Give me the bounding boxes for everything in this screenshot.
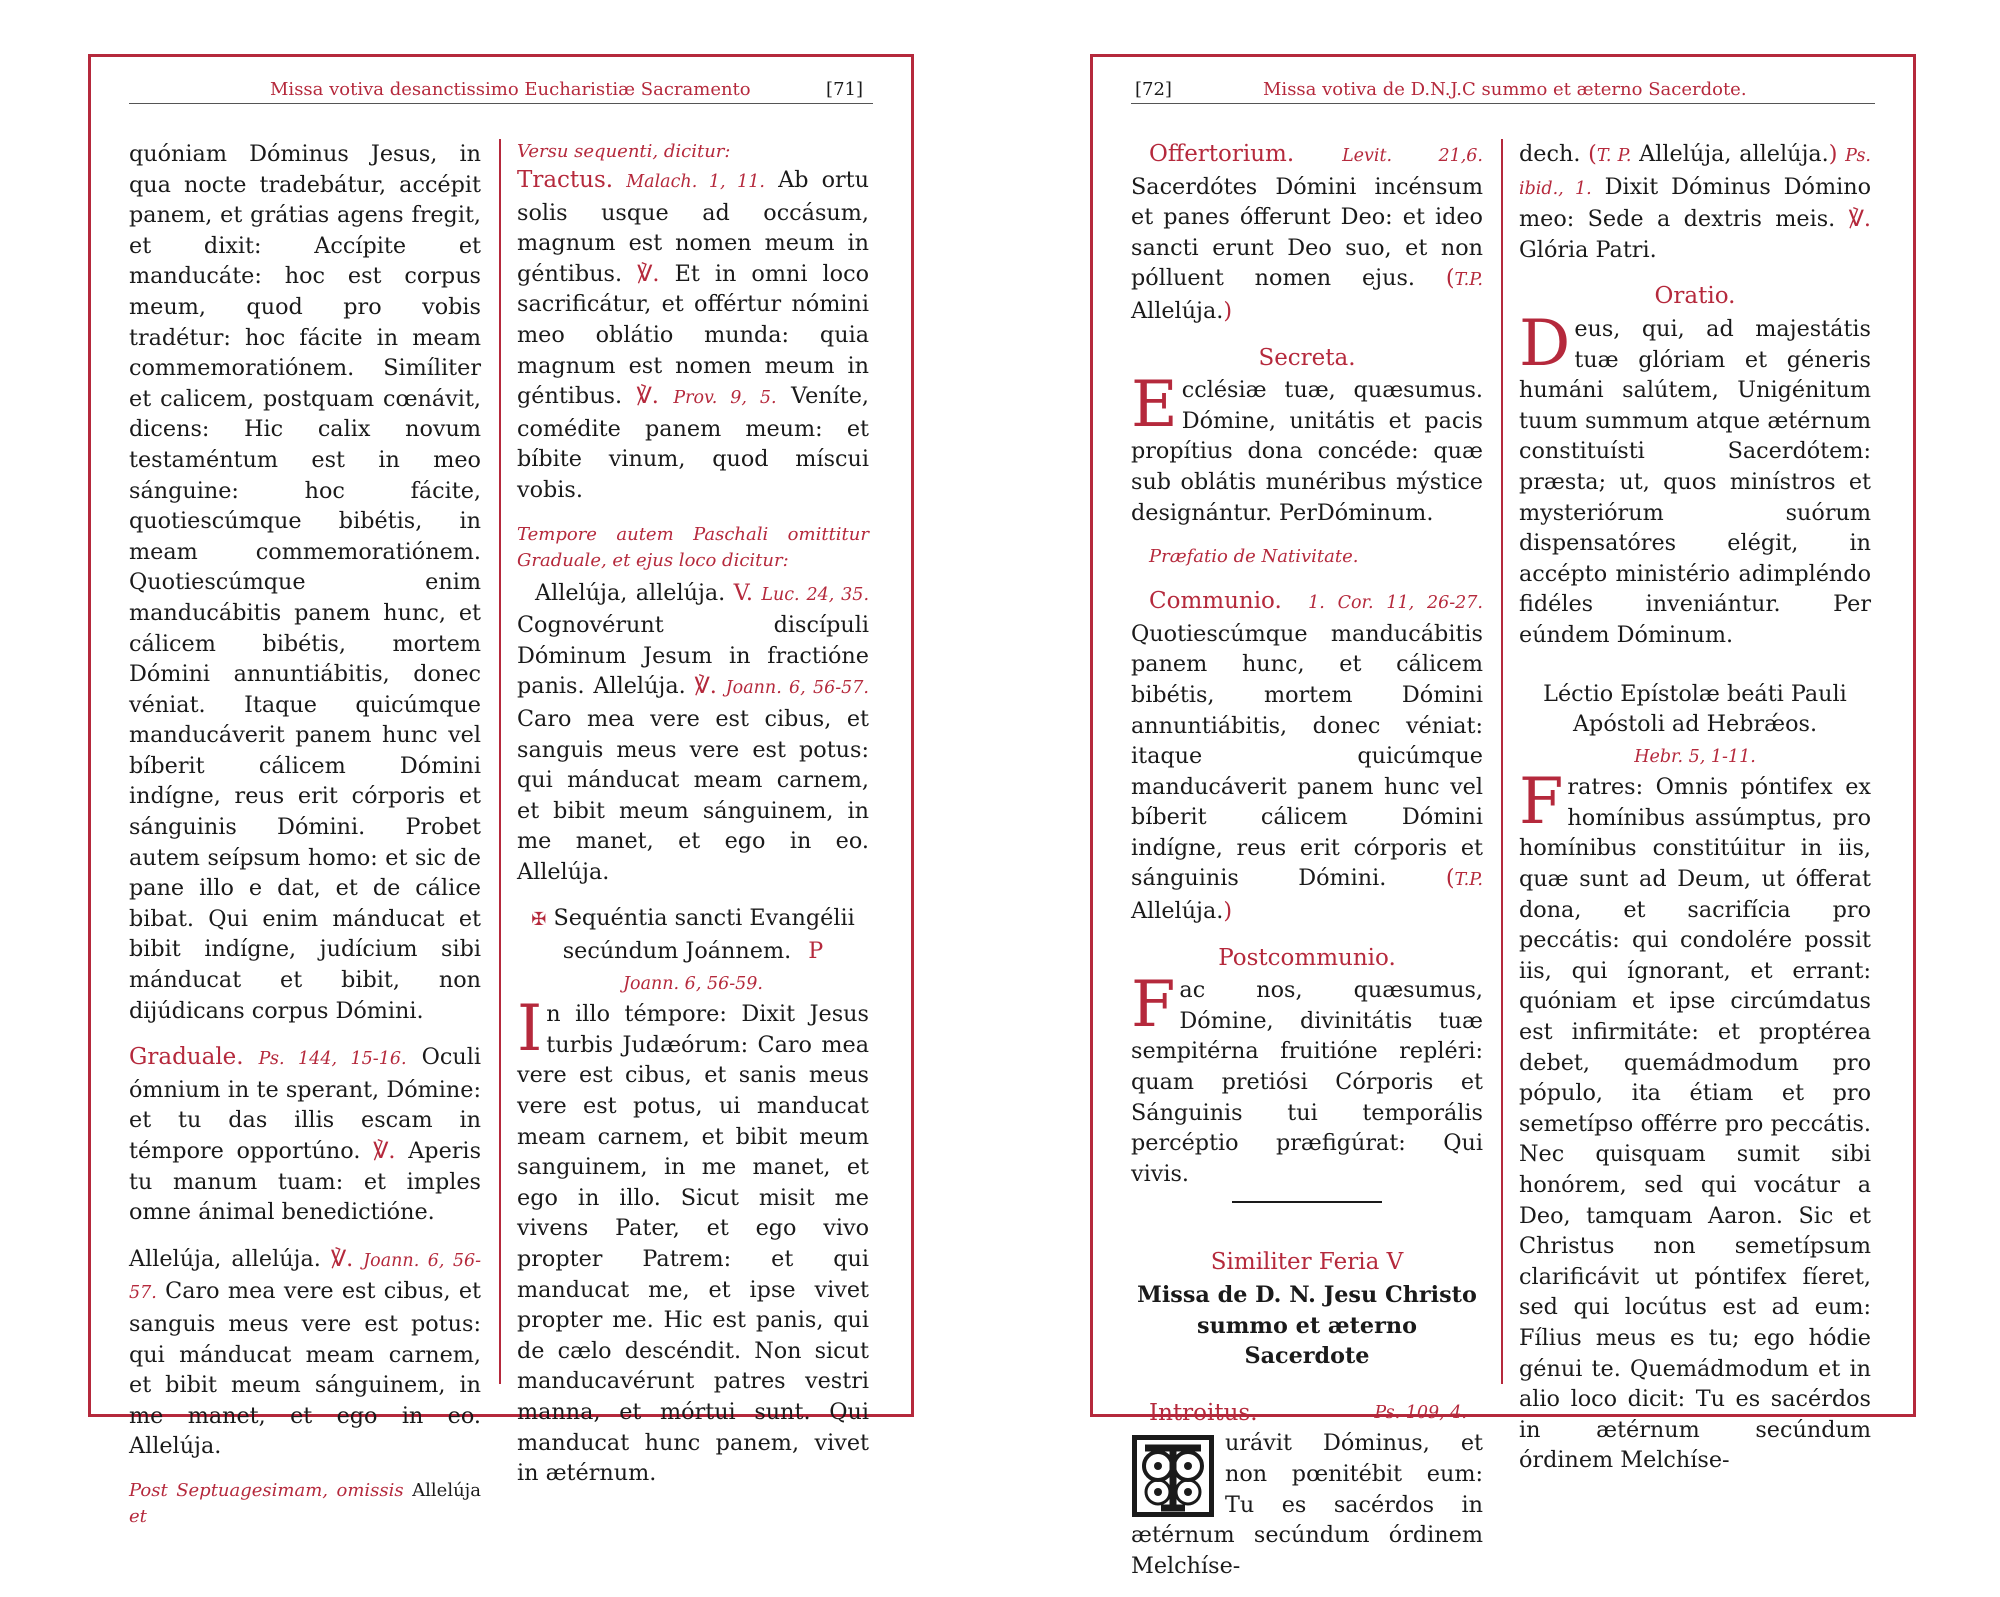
similiter-heading: Similiter Feria V bbox=[1210, 1249, 1404, 1276]
versicle-symbol: ℣. bbox=[1848, 206, 1871, 233]
epistle-continuation: quóniam Dóminus Jesus, in qua nocte tradebátur, accépit panem, et grátias agens fregit, et dixit: Accípite et manducáte: hoc est corpus meum, quod pro vobis tradétur: hoc fácite in meam commemoratiónem. Simíliter et calicem, postquam cœnávit, dicens: Hic calix novum testaméntum est in meo sánguine: hoc fácite, quotiescúmque bibétis, in meam commemoratiónem. Quotiescúmque enim manducábitis panem hunc, et cálicem bibétis, mortem Dómini annuntiábitis, donec véniat. Itaque quicúmque manducáverit panem hunc vel bíberit cálicem Dómini indígne, reus erit córporis et sánguinis Dómini. Probet autem seípsum homo: et sic de pane illo e dat, et de cálice bibat. Qui enim mánducat et bibit indígne, judícium sibi mánducat et bibit, non dijúdicans corpus Dómini. bbox=[129, 141, 481, 1024]
oratio-text bbox=[1519, 306, 1871, 651]
alleluia-ref: Joann. 6, 56-57. bbox=[129, 1250, 482, 1304]
introitus-label: Introitus. bbox=[1149, 1399, 1258, 1426]
tractus-label: Tractus. bbox=[517, 167, 614, 193]
gospel-p: P bbox=[808, 938, 824, 965]
pasch-text-2: Cognovérunt discípuli Dóminum Jesum in fractióne panis. Allelúja. bbox=[517, 612, 869, 700]
pasch-text: Allelúja, allelúja. bbox=[535, 579, 726, 606]
graduale-ref: Ps. 144, 15-16. bbox=[258, 1049, 407, 1070]
postcommunio-text bbox=[1131, 968, 1483, 1189]
versicle-symbol: ℣. bbox=[637, 260, 660, 287]
running-header bbox=[129, 69, 873, 104]
p1-gloria: Glória Patri. bbox=[1519, 236, 1657, 263]
postcommunio-body: ac nos, quæsumus, Dómine, divinitátis tuæ sempitérna fruitióne repléri: quam pretiósi Córporis et Sánguinis tui temporális percéptio præfigúrat: Qui vivis. bbox=[1131, 977, 1483, 1187]
page-number: [71] bbox=[826, 79, 863, 100]
post-rubric-word: Allelúja bbox=[412, 1479, 481, 1501]
drop-cap: D bbox=[1519, 306, 1571, 381]
ornate-initial-icon bbox=[1131, 1434, 1215, 1518]
right-column-2 bbox=[1519, 139, 1871, 1492]
left-column-1 bbox=[129, 139, 481, 1546]
column-divider bbox=[1501, 139, 1503, 1384]
paren-close: ) bbox=[1223, 297, 1233, 324]
drop-cap: E bbox=[1131, 368, 1178, 443]
post-rubric-end: et bbox=[129, 1505, 147, 1527]
tp-word: Allelúja. bbox=[1131, 898, 1224, 925]
tp-label: T.P. bbox=[1454, 870, 1483, 891]
tractus bbox=[517, 165, 869, 506]
pasch-rubric: Tempore autem Paschali omittitur Graduale, et ejus loco dicitur: bbox=[517, 523, 869, 571]
praefatio: Præfatio de Nativitate. bbox=[1149, 546, 1359, 568]
lectio-body: ratres: Omnis póntifex ex homínibus assúmptus, pro homínibus constitúitur in iis, quæ sunt ad Deum, ut ófferat dona, et sacrifícia pro peccátis: qui condolére possit iis, qui ígnorant, et errant: quóniam et ipse circúmdatus est infirmitáte: et proptérea debet, quemádmodum pro pópulo, ita étiam et pro semetípso offérre pro peccátis. Nec quisquam sumit sibi honórem, sed qui vocátur a Deo, tamquam Aaron. Sic et Christus non semetípsum clarificávit ut póntifex fíeret, sed qui locútus est ad eum: Fílius meus es tu; ego hódie génui te. Quemádmodum et in alio loco dicit: Tu es sacérdos in ætérnum secúndum órdinem Melchíse- bbox=[1519, 774, 1871, 1474]
paren-close: ) bbox=[1223, 898, 1233, 925]
graduale-text: Oculi ómnium in te sperant, Dómine: et tu das illis escam in témpore opportúno. bbox=[129, 1044, 482, 1164]
alleluia-text: Allelúja, allelúja. bbox=[129, 1245, 321, 1272]
right-page bbox=[1090, 54, 1916, 1579]
offertorium-label: Offertorium. bbox=[1149, 141, 1295, 167]
pasch-text-3: Caro mea vere est cibus, et sanguis meus vere est potus: qui mánducat meam carnem, et bibit meum sánguinem, in me manet, et ego in eo. Allelúja. bbox=[517, 705, 869, 885]
post-septuagesimam-rubric bbox=[129, 1478, 481, 1530]
graduale-label: Graduale. bbox=[129, 1044, 244, 1071]
post-rubric: Post Septuagesimam, omissis bbox=[129, 1479, 404, 1501]
introitus-ref: Ps. 109, 4. bbox=[1374, 1402, 1467, 1423]
gospel-text bbox=[517, 992, 869, 1489]
versicle-symbol: ℣. bbox=[330, 1245, 354, 1272]
introitus-text bbox=[1131, 1428, 1483, 1581]
left-page bbox=[88, 54, 914, 1527]
drop-cap: F bbox=[1131, 968, 1176, 1043]
pasch-alleluia bbox=[517, 578, 869, 888]
secreta-heading: Secreta. bbox=[1258, 344, 1356, 371]
versu-rubric: Versu sequenti, dicitur: bbox=[517, 141, 731, 162]
alleluia-text-2: Caro mea vere est cibus, et sanguis meus vere est potus: qui mánducat meam carnem, et bibit meum sánguinem, in me manet, et ego in eo. Allelúja. bbox=[129, 1278, 482, 1460]
lectio-heading: Léctio Epístolæ beáti Pauli Apóstoli ad Hebrǽos. bbox=[1543, 680, 1847, 738]
right-column-1 bbox=[1131, 139, 1483, 1597]
page-number: [72] bbox=[1135, 79, 1172, 100]
column-divider bbox=[499, 139, 501, 1384]
graduale-text-2: Aperis tu manum tuam: et imples omne ánimal benedictióne. bbox=[129, 1138, 482, 1226]
introitus-continuation bbox=[1519, 139, 1871, 265]
postcommunio-heading: Postcommunio. bbox=[1218, 944, 1396, 971]
lectio-text bbox=[1519, 765, 1871, 1476]
oratio-heading: Oratio. bbox=[1654, 283, 1736, 310]
offertorium-ref: Levit. 21,6. bbox=[1342, 146, 1483, 166]
p1-alleluia: Allelúja, allelúja. bbox=[1639, 141, 1829, 167]
secreta-text bbox=[1131, 368, 1483, 528]
header-title: Missa votiva desanctissimo Eucharistiæ Sacramento bbox=[270, 79, 751, 100]
versicle-symbol: ℣. bbox=[373, 1138, 396, 1164]
pasch-ref-2: Joann. 6, 56-57. bbox=[725, 678, 869, 699]
introitus-body: urávit Dóminus, et non pœnitébit eum: Tu es sacérdos in ætérnum secúndum órdinem Melchíse- bbox=[1131, 1430, 1483, 1579]
gospel-heading-text: Sequéntia sancti Evangélii secúndum Joánnem. bbox=[553, 905, 855, 965]
tractus-text: Ab ortu solis usque ad occásum, magnum est nomen meum in géntibus. bbox=[517, 167, 869, 287]
gospel-body: n illo témpore: Dixit Jesus turbis Judæórum: Caro mea vere est cibus, et sanis meus vere est potus, ui manducat meam carnem, et bibit meum sanguinem, in me manet, et ego in illo. Sicut misit me vivens Pater, et ego vivo propter Patrem: et qui manducat me, et ipse vivet propter me. Hic est panis, qui de cælo descéndit. Non sicut manducavérunt patres vestri manna, et mórtui sunt. Qui manducat hunc panem, vivet in ætérnum. bbox=[517, 1001, 869, 1487]
offertorium bbox=[1131, 139, 1483, 327]
oratio-body: eus, qui, ad majestátis tuæ glóriam et géneris humáni salútem, Unigénitum tuum summum atque ætérnum constituísti Sacerdótem: præsta; ut, quos minístros et mysteriórum suórum dispensatóres elégit, in accépto ministério adimpléndo fidéles inveniántur. Per eúndem Dóminum. bbox=[1519, 315, 1871, 648]
drop-cap: F bbox=[1519, 765, 1564, 840]
drop-cap: I bbox=[517, 992, 543, 1067]
versicle-symbol: ℣. bbox=[694, 673, 717, 700]
alleluia-verse bbox=[129, 1244, 481, 1462]
introitus-line bbox=[1131, 1398, 1483, 1429]
p1-text: dech. bbox=[1519, 141, 1581, 167]
tractus-ref: Malach. 1, 11. bbox=[626, 172, 765, 192]
pasch-v: V. bbox=[733, 579, 753, 606]
gospel-heading bbox=[517, 903, 869, 966]
communio bbox=[1131, 586, 1483, 927]
section-rule bbox=[1232, 1201, 1382, 1203]
secreta-body: cclésiæ tuæ, quæsumus. Dómine, unitátis et pacis propítius dona concéde: quæ sub oblátis munéribus mýstice designántur. PerDóminum. bbox=[1131, 377, 1483, 526]
header-title: Missa votiva de D.N.J.C summo et æterno Sacerdote. bbox=[1263, 79, 1747, 100]
versicle-symbol: ℣. bbox=[636, 383, 659, 410]
paren-open: ( bbox=[1588, 141, 1597, 167]
left-column-2 bbox=[517, 139, 869, 1505]
paren-open: ( bbox=[1445, 265, 1455, 292]
missa-title: Missa de D. N. Jesu Christo summo et æterno Sacerdote bbox=[1137, 1282, 1477, 1370]
gospel-ref: Joann. 6, 56-59. bbox=[623, 973, 763, 994]
tractus-text-2: Et in omni loco sacrificátur, et offértur nómini meo oblátio munda: quia magnum est nomen meum in géntibus. bbox=[517, 260, 869, 410]
tp-label: T.P. bbox=[1454, 270, 1483, 291]
communio-ref: 1. Cor. 11, 26-27. bbox=[1308, 593, 1483, 614]
tractus-text-3: Veníte, comédite panem meum: et bíbite vinum, quod míscui vobis. bbox=[517, 383, 869, 503]
tp-word: Allelúja. bbox=[1131, 297, 1224, 324]
p1-ref: Ps. ibid., 1. bbox=[1519, 146, 1871, 199]
running-header bbox=[1131, 69, 1875, 104]
cross-icon: ✠ bbox=[531, 909, 547, 931]
lectio-ref: Hebr. 5, 1-11. bbox=[1634, 746, 1756, 767]
pasch-ref: Luc. 24, 35. bbox=[761, 584, 870, 605]
p1-text-2: Dixit Dóminus Dómino meo: Sede a dextris meis. bbox=[1519, 173, 1872, 233]
tractus-ref-2: Prov. 9, 5. bbox=[673, 388, 777, 409]
paren-open: ( bbox=[1445, 865, 1455, 892]
tp-label: T. P. bbox=[1596, 146, 1632, 166]
offertorium-text: Sacerdótes Dómini incénsum et panes ófferunt Deo: et ideo sancti erunt Deo suo, et non pólluent nomen ejus. bbox=[1131, 173, 1483, 292]
communio-label: Communio. bbox=[1149, 588, 1282, 615]
paren-close: ) bbox=[1828, 141, 1838, 167]
graduale bbox=[129, 1042, 481, 1228]
communio-text: Quotiescúmque manducábitis panem hunc, et cálicem bibétis, mortem Dómini annuntiábitis, donec véniat: itaque quicúmque manducáverit panem hunc vel bíberit cálicem Dómini indígne, reus erit córporis et sánguinis Dómini. bbox=[1131, 620, 1483, 892]
